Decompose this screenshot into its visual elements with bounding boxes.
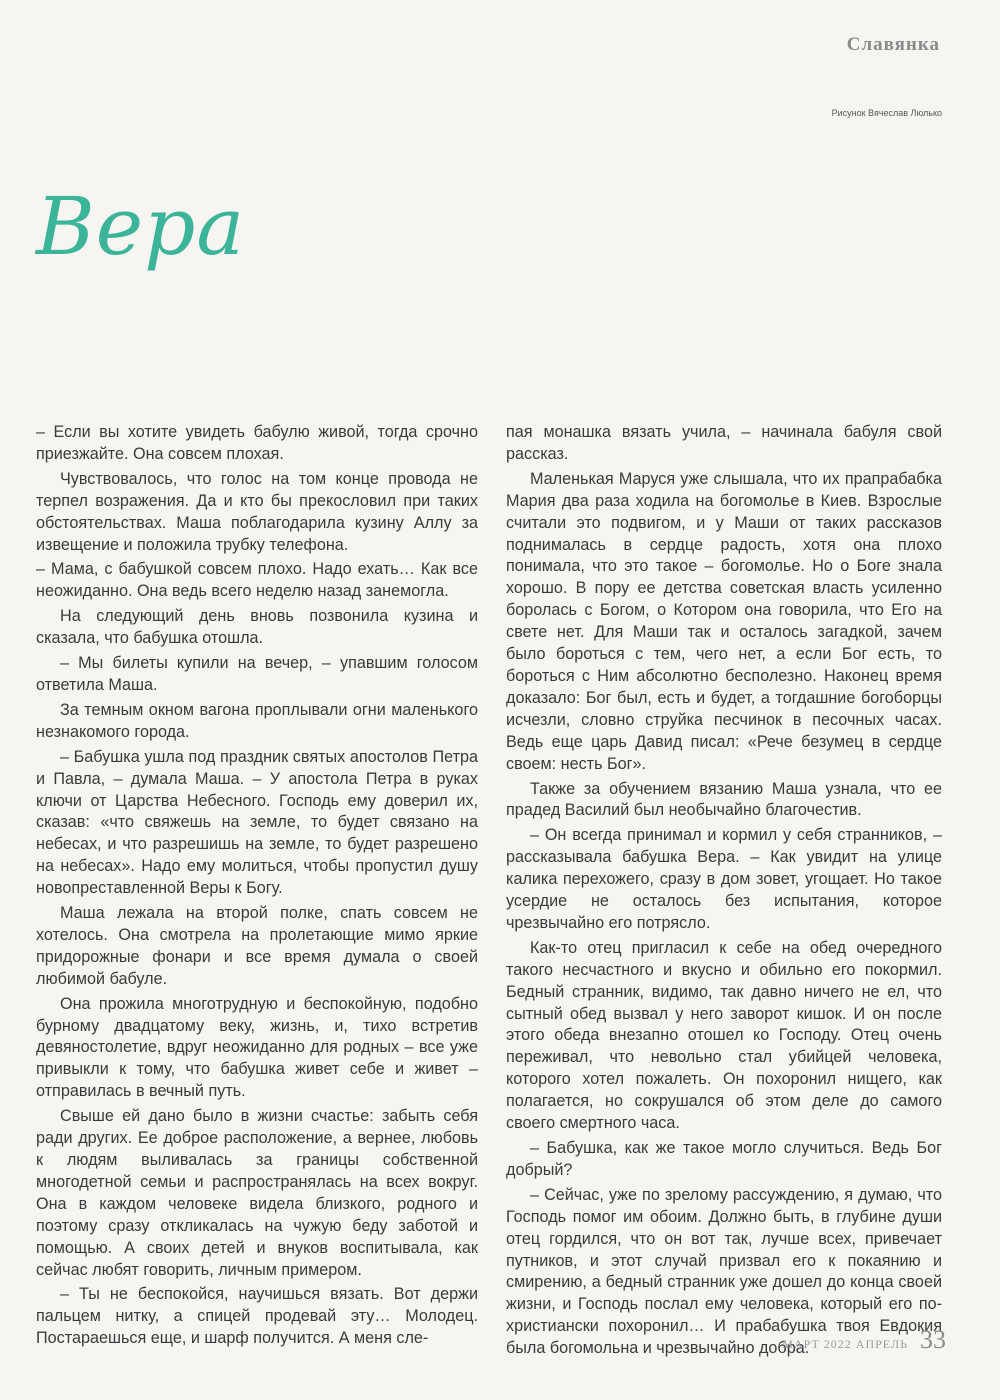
- paragraph: Маша лежала на второй полке, спать совсем не хотелось. Она смотрела на пролетающие мимо яркие придорожные фонари и все время думала о своей любимой бабуле.: [36, 904, 478, 988]
- paragraph: – Если вы хотите увидеть бабулю живой, тогда срочно приезжайте. Она совсем плохая.: [36, 423, 478, 463]
- paragraph: – Мы билеты купили на вечер, – упавшим голосом ответила Маша.: [36, 654, 478, 694]
- paragraph: – Ты не беспокойся, научишься вязать. Вот держи пальцем нитку, а спицей продевай эту… Молодец. Постараешься еще, и шарф получится. А меня сле-: [36, 1285, 478, 1348]
- paragraph: Свыше ей дано было в жизни счастье: забыть себя ради других. Ее доброе расположение, а вернее, любовь к людям выливалась за границы собственной многодетной семьи и распространялась на всех вокруг. Она в каждом человеке видела близкого, родного и поэтому сразу откликалась на чужую беду заботой и помощью. А своих детей и внуков воспитывала, как сейчас любят говорить, личным примером.: [36, 1107, 478, 1279]
- paragraph: Маленькая Маруся уже слышала, что их прапрабабка Мария два раза ходила на богомолье в Киев. Взрослые считали это подвигом, и у Маши от таких рассказов поднималась в сердце радость, хотя она плохо понимала, что это такое – богомолье. Но о Боге знала хорошо. В пору ее детства советская власть усиленно боролась с Богом, о Котором она говорила, что Его на свете нет. Для Маши так и осталось загадкой, зачем было бороться с тем, чего нет, а если Бог есть, то бороться с Ним абсолютно бесполезно. Наконец время доказало: Бог был, есть и будет, а тогдашние богоборцы исчезли, словно струйка песчинок в песочных часах. Ведь еще царь Давид писал: «Рече безумец в сердце своем: несть Бог».: [506, 469, 942, 773]
- paragraph: пая монашка вязать учила, – начинала бабуля свой рассказ.: [506, 423, 942, 463]
- paragraph: – Бабушка, как же такое могло случиться. Ведь Бог добрый?: [506, 1139, 942, 1179]
- issue-date: МАРТ 2022 АПРЕЛЬ: [782, 1337, 908, 1351]
- paragraph: Она прожила многотрудную и беспокойную, подобно бурному двадцатому веку, жизнь, и, тихо встретив девяностолетие, вдруг неожиданно для родных – все уже привыкли к тому, что бабушка живет себе и живет – отправилась в вечный путь.: [36, 994, 478, 1101]
- paragraph: – Бабушка ушла под праздник святых апостолов Петра и Павла, – думала Маша. – У апостола Петра в руках ключи от Царства Небесного. Господь ему доверил их, сказав: «что свяжешь на земле, то будет связано на небесах, и что разрешишь на земле, то будет разрешено на небесах». Надо ему молиться, чтобы пропустил душу новопреставленной Веры к Богу.: [36, 747, 478, 898]
- right-column: [506, 422, 942, 1363]
- paragraph: – Мама, с бабушкой совсем плохо. Надо ехать… Как все неожиданно. Она ведь всего неделю назад занемогла.: [36, 560, 478, 601]
- paragraph: На следующий день вновь позвонила кузина и сказала, что бабушка отошла.: [36, 607, 478, 648]
- paragraph: – Он всегда принимал и кормил у себя странников, – рассказывала бабушка Вера. – Как увидит на улице калика перехожего, сразу в дом зовет, угощает. Но такое усердие не осталось без испытания, которое чрезвычайно его потрясло.: [506, 826, 942, 932]
- magazine-brand: Славянка: [846, 34, 940, 55]
- article-title: Вера: [36, 180, 246, 273]
- left-column: [36, 422, 478, 1353]
- illustration-credit: Рисунок Вячеслав Люлько: [831, 108, 942, 118]
- page-footer: [782, 1325, 946, 1355]
- paragraph: Чувствовалось, что голос на том конце провода не терпел возражения. Да и кто бы прекословил при таких обстоятельствах. Маша поблагодарила кузину Аллу за извещение и положила трубку телефона.: [36, 469, 478, 554]
- paragraph: За темным окном вагона проплывали огни маленького незнакомого города.: [36, 700, 478, 741]
- paragraph: Также за обучением вязанию Маша узнала, что ее прадед Василий был необычайно благочестив.: [506, 779, 942, 820]
- page-number: 33: [920, 1325, 946, 1354]
- paragraph: – Сейчас, уже по зрелому рассуждению, я думаю, что Господь помог им обоим. Должно быть, в глубине души отец гордился, что он вот так, лучше всех, привечает путников, и этот случай призвал его к покаянию и смирению, а бедный странник уже дошел до конца своей жизни, и Господь послал ему человека, который его по-христиански похоронил… И прабабушка твоя Евдокия была богомольна и чрезвычайно добра.: [506, 1185, 942, 1358]
- paragraph: Как-то отец пригласил к себе на обед очередного такого несчастного и вкусно и обильно его покормил. Бедный странник, видимо, так давно ничего не ел, что сытный обед вызвал у него заворот кишок. И он после этого обеда внезапно отошел ко Господу. Отец очень переживал, что невольно стал убийцей человека, которого хотел пожалеть. Он похоронил нищего, как полагается, но сокрушался об этом деле до самого своего смертного часа.: [506, 938, 942, 1133]
